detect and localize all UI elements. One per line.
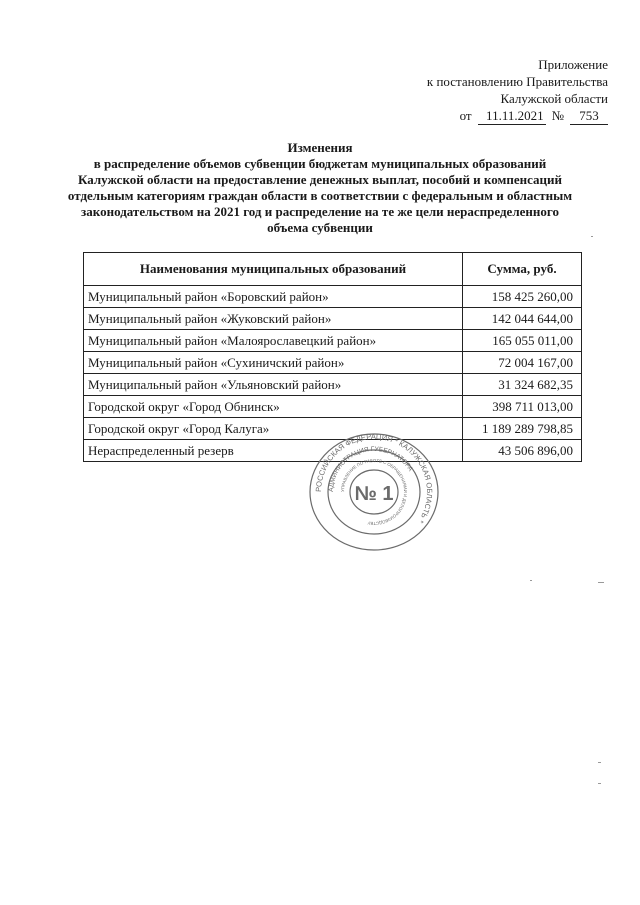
official-stamp bbox=[305, 432, 443, 552]
region-name: Калужской области bbox=[500, 91, 608, 106]
column-header-sum: Сумма, руб. bbox=[463, 253, 582, 286]
table-row bbox=[84, 286, 582, 308]
stamp-outer-text: РОССИЙСКАЯ ФЕДЕРАЦИЯ * КАЛУЖСКАЯ ОБЛАСТЬ * bbox=[313, 432, 435, 525]
number-prefix: № bbox=[551, 108, 564, 123]
document-title bbox=[60, 140, 580, 236]
table-row bbox=[84, 308, 582, 330]
amount: 158 425 260,00 bbox=[463, 286, 582, 308]
amount: 31 324 682,35 bbox=[463, 374, 582, 396]
stamp-middle-text: АДМИНИСТРАЦИЯ ГУБЕРНАТОРА bbox=[327, 445, 414, 493]
amount: 43 506 896,00 bbox=[463, 440, 582, 462]
amount: 398 711 013,00 bbox=[463, 396, 582, 418]
scan-speck bbox=[598, 762, 601, 763]
date-prefix: от bbox=[459, 108, 472, 123]
municipality-name: Муниципальный район «Ульяновский район» bbox=[84, 374, 463, 396]
amount: 165 055 011,00 bbox=[463, 330, 582, 352]
title-body: в распределение объемов субвенции бюджетам муниципальных образований Калужской области на предоставление денежных выплат, пособий и компенсаций отдельным категориям граждан области в соответствии с федеральным и областным законодательством на 2021 год и распределение на те же цели нераспределенного объема субвенции bbox=[67, 156, 573, 235]
table-row bbox=[84, 374, 582, 396]
municipality-name: Нераспределенный резерв bbox=[84, 440, 463, 462]
municipality-name: Муниципальный район «Боровский район» bbox=[84, 286, 463, 308]
municipality-name: Муниципальный район «Малоярославецкий район» bbox=[84, 330, 463, 352]
amount: 1 189 289 798,85 bbox=[463, 418, 582, 440]
column-header-name: Наименования муниципальных образований bbox=[84, 253, 463, 286]
table-header-row bbox=[84, 253, 582, 286]
title-heading: Изменения bbox=[287, 140, 353, 155]
distribution-table bbox=[83, 252, 582, 462]
stamp-center-number: № 1 bbox=[354, 483, 394, 505]
document-header bbox=[348, 56, 608, 125]
amount: 72 004 167,00 bbox=[463, 352, 582, 374]
resolution-reference: к постановлению Правительства bbox=[426, 74, 608, 89]
table-row bbox=[84, 396, 582, 418]
date-number-line bbox=[348, 107, 608, 125]
scan-speck bbox=[598, 783, 601, 784]
appendix-label: Приложение bbox=[538, 57, 608, 72]
table-row bbox=[84, 352, 582, 374]
table-row bbox=[84, 330, 582, 352]
stamp-inner-text: УПРАВЛЕНИЕ ПО РАБОТЕ С ОБРАЩЕНИЯМИ И ДЕЛОПРОИЗВОДСТВУ bbox=[339, 457, 409, 527]
municipality-name: Городской округ «Город Калуга» bbox=[84, 418, 463, 440]
scan-speck bbox=[591, 236, 593, 237]
scan-speck bbox=[530, 580, 532, 581]
document-date: 11.11.2021 bbox=[478, 107, 546, 125]
scan-speck bbox=[598, 582, 604, 583]
municipality-name: Муниципальный район «Жуковский район» bbox=[84, 308, 463, 330]
municipality-name: Муниципальный район «Сухиничский район» bbox=[84, 352, 463, 374]
document-number: 753 bbox=[570, 107, 608, 125]
amount: 142 044 644,00 bbox=[463, 308, 582, 330]
municipality-name: Городской округ «Город Обнинск» bbox=[84, 396, 463, 418]
